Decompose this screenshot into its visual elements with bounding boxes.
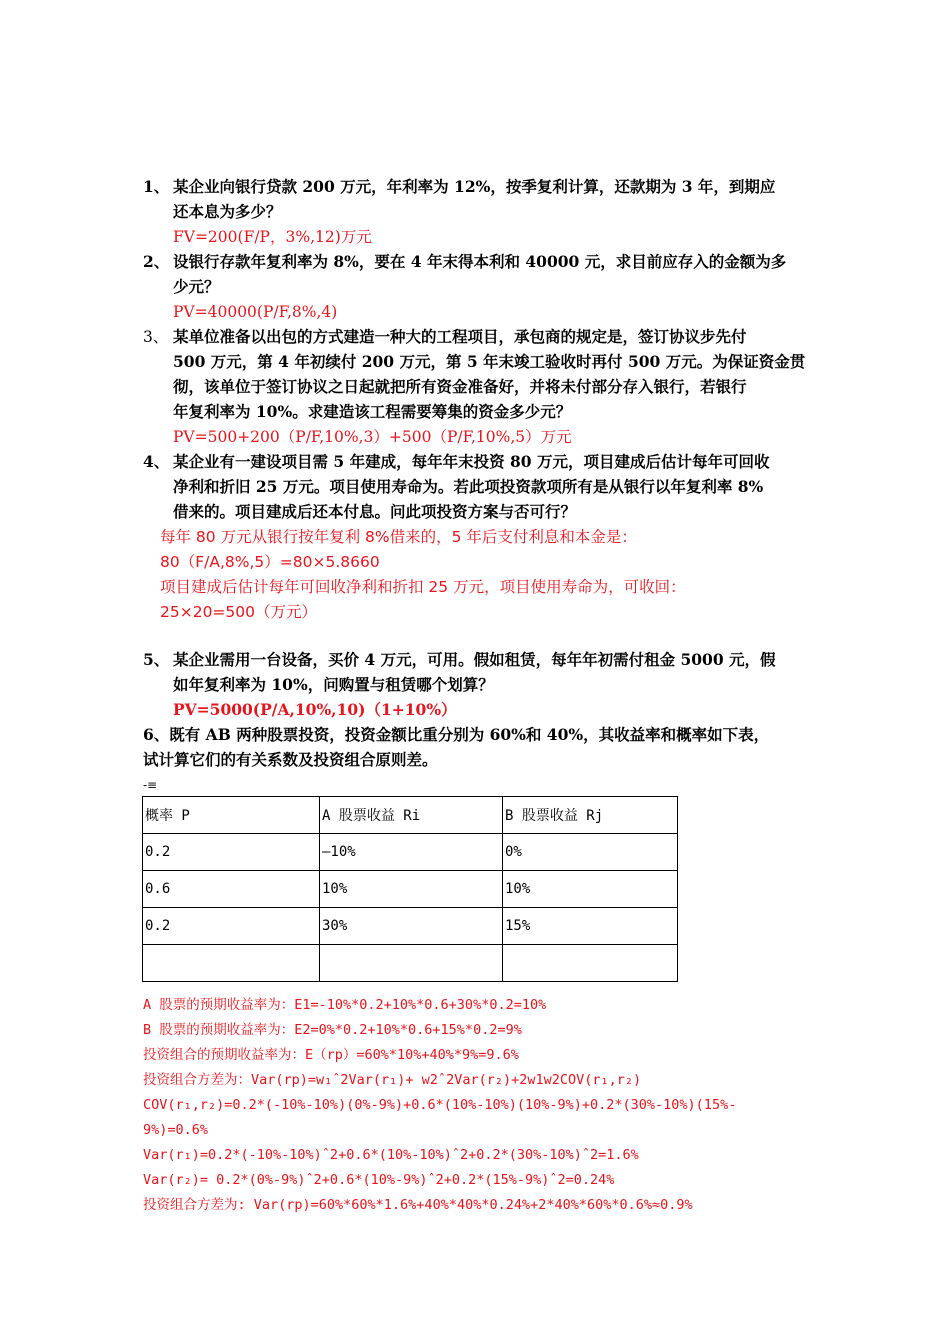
q4-text-line3: 借来的。项目建成后还本付息。问此项投资方案与否可行？: [173, 502, 577, 521]
table-cell: 0.2: [143, 834, 320, 871]
q5-text-line1: 某企业需用一台设备，买价 4 万元，可用。假如租赁，每年年初需付租金 5000 元，假: [173, 650, 776, 669]
q5-number: 5、: [143, 650, 170, 669]
q5-answer: PV=5000(P/A,10%,10)（1+10%）: [173, 700, 457, 719]
q2-text-line2: 少元？: [173, 277, 220, 296]
table-cell: [320, 945, 503, 982]
q3-answer: PV=500+200（P/F,10%,3）+500（P/F,10%,5）万元: [173, 428, 572, 446]
q4-answer-line4: 25×20=500（万元）: [160, 603, 318, 621]
table-cell: 10%: [320, 871, 503, 908]
solution-line4: 投资组合方差为：Var(rp)=w₁ˆ2Var(r₁)+ w2ˆ2Var(r₂)+2w1w2COV(r₁,r₂): [143, 1072, 642, 1088]
q2-text-line1: 设银行存款年复利率为 8%，要在 4 年末得本利和 40000 元，求目前应存入的金额为多: [173, 252, 787, 271]
q4-answer-line1: 每年 80 万元从银行按年复利 8%借来的，5 年后支付利息和本金是：: [160, 528, 637, 546]
q1-number: 1、: [143, 177, 170, 196]
solution-line9: 投资组合方差为: Var(rp)=60%*60%*1.6%+40%*40%*0.24%+2*40%*60%*0.6%≈0.9%: [143, 1197, 693, 1213]
solution-line2: B 股票的预期收益率为：E2=0%*0.2+10%*0.6+15%*0.2=9%: [143, 1022, 522, 1038]
table-cell: [503, 945, 678, 982]
table-header-row: [143, 797, 678, 834]
q5-text-line2: 如年复利率为 10%，问购置与租赁哪个划算？: [173, 675, 494, 694]
q4-text-line1: 某企业有一建设项目需 5 年建成，每年年末投资 80 万元，项目建成后估计每年可回收: [173, 452, 770, 471]
table-cell: —10%: [320, 834, 503, 871]
table-cell: [143, 945, 320, 982]
returns-table: [142, 796, 678, 982]
table-cell: 15%: [503, 908, 678, 945]
q3-text-line1: 某单位准备以出包的方式建造一种大的工程项目，承包商的规定是，签订协议步先付: [173, 327, 747, 346]
table-cell: 0.2: [143, 908, 320, 945]
table-cell: 10%: [503, 871, 678, 908]
table-cell: 0.6: [143, 871, 320, 908]
solution-line3: 投资组合的预期收益率为：E（rp）=60%*10%+40%*9%=9.6%: [143, 1047, 519, 1063]
q6-text-line2: 试计算它们的有关系数及投资组合原则差。: [143, 750, 438, 769]
solution-line7: Var(r₁)=0.2*(-10%-10%)ˆ2+0.6*(10%-10%)ˆ2+0.2*(30%-10%)ˆ2=1.6%: [143, 1147, 639, 1163]
q2-answer: PV=40000(P/F,8%,4): [173, 303, 338, 321]
solution-line8: Var(r₂)= 0.2*(0%-9%)ˆ2+0.6*(10%-9%)ˆ2+0.2*(15%-9%)ˆ2=0.24%: [143, 1172, 615, 1188]
solution-line1: A 股票的预期收益率为：E1=-10%*0.2+10%*0.6+30%*0.2=10%: [143, 997, 547, 1013]
solution-line6: 9%)=0.6%: [143, 1122, 209, 1138]
q4-answer-line2: 80（F/A,8%,5）=80×5.8660: [160, 553, 380, 571]
q3-text-line3: 彻，该单位于签订协议之日起就把所有资金准备好，并将未付部分存入银行，若银行: [173, 377, 747, 396]
q6-mark: -≡: [143, 778, 158, 792]
q4-text-line2: 净利和折旧 25 万元。项目使用寿命为。若此项投资款项所有是从银行以年复利率 8%: [173, 477, 764, 496]
q3-text-line2: 500 万元，第 4 年初续付 200 万元，第 5 年末竣工验收时再付 500 万元。为保证资金贯: [173, 352, 806, 371]
q6-text-line1: 6、既有 AB 两种股票投资，投资金额比重分别为 60%和 40%，其收益率和概率如下表，: [143, 725, 770, 744]
q3-text-line4: 年复利率为 10%。求建造该工程需要筹集的资金多少元？: [173, 402, 572, 421]
table-header-cell: 概率 P: [143, 797, 320, 834]
q3-number: 3、: [143, 328, 169, 346]
q1-text-line1: 某企业向银行贷款 200 万元，年利率为 12%，按季复利计算，还款期为 3 年，到期应: [173, 177, 776, 196]
q4-answer-line3: 项目建成后估计每年可回收净利和折扣 25 万元，项目使用寿命为，可收回：: [160, 578, 686, 596]
table-row: [143, 945, 678, 982]
table-row: [143, 871, 678, 908]
table-row: [143, 908, 678, 945]
table-cell: 30%: [320, 908, 503, 945]
table-cell: 0%: [503, 834, 678, 871]
solution-line5: COV(r₁,r₂)=0.2*(-10%-10%)(0%-9%)+0.6*(10%-10%)(10%-9%)+0.2*(30%-10%)(15%-: [143, 1097, 737, 1113]
q1-answer: FV=200(F/P，3%,12)万元: [173, 228, 372, 246]
table-row: [143, 834, 678, 871]
q2-number: 2、: [143, 252, 170, 271]
q1-text-line2: 还本息为多少？: [173, 202, 282, 221]
table-header-cell: A 股票收益 Ri: [320, 797, 503, 834]
q4-number: 4、: [143, 452, 170, 471]
table-header-cell: B 股票收益 Rj: [503, 797, 678, 834]
